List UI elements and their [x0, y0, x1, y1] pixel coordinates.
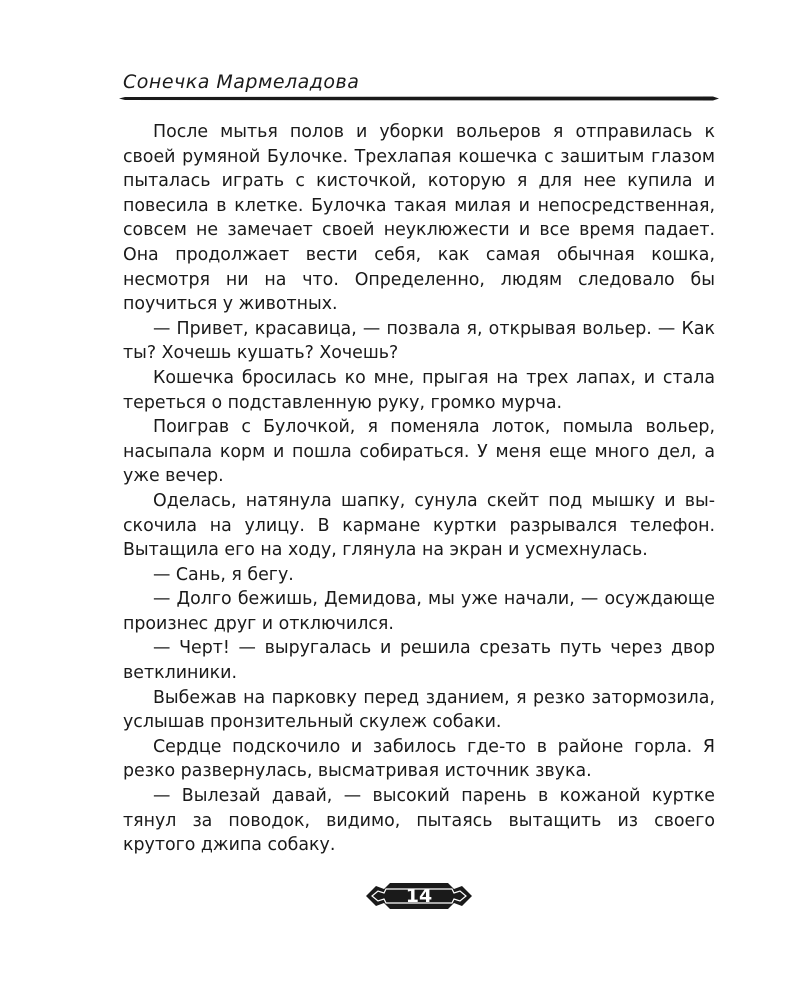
paragraph: После мытья полов и уборки вольеров я отправилась к своей румяной Булочке. Трехлапая кошечка с зашитым глазом пыталась играть с кисточкой, которую я для нее купила и повесила в клетке. Булочка такая милая и непосредственная, совсем не замечает своей неуклюжести и все время падает. Она продолжает вести себя, как самая обычная кошка, несмотря ни на что. Определенно, людям следовало бы поучиться у животных.	[123, 122, 715, 315]
paragraph: — Вылезай давай, — высокий парень в кожаной куртке тянул за поводок, видимо, пытаясь вытащить из своего крутого джипа собаку.	[123, 786, 715, 856]
paragraph: — Долго бежишь, Демидова, мы уже начали, — осуждающе произнес друг и отключился.	[123, 589, 715, 634]
paragraph: — Сань, я бегу.	[153, 564, 294, 585]
page-number: 14	[405, 885, 433, 907]
paragraph: — Черт! — выругалась и решила срезать путь через двор ветклиники.	[123, 638, 715, 684]
running-header: Сонечка Мармеладова	[123, 71, 360, 93]
paragraph: Поиграв с Булочкой, я поменяла лоток, помыла вольер, насыпала корм и пошла собираться. У меня еще много дел, а уже вечер.	[123, 417, 715, 487]
paragraph: Сердце подскочило и забилось где-то в районе горла. Я резко развернулась, высматривая источник звука.	[123, 736, 715, 782]
body-text	[123, 120, 715, 858]
paragraph: Оделась, натянула шапку, сунула скейт под мышку и выскочила на улицу. В кармане куртки разрывался телефон. Вытащила его на ходу, глянула на экран и усмехнулась.	[123, 490, 715, 561]
paragraph: Выбежав на парковку перед зданием, я резко затормозила, услышав пронзительный скулеж собаки.	[123, 687, 715, 733]
paragraph: — Привет, красавица, — позвала я, открывая вольер. — Как ты? Хочешь кушать? Хочешь?	[123, 318, 715, 364]
paragraph: Кошечка бросилась ко мне, прыгая на трех лапах, и стала тереться о подставленную руку, громко мурча.	[123, 367, 715, 413]
header-rule	[119, 96, 719, 101]
page-number-badge	[364, 880, 474, 912]
